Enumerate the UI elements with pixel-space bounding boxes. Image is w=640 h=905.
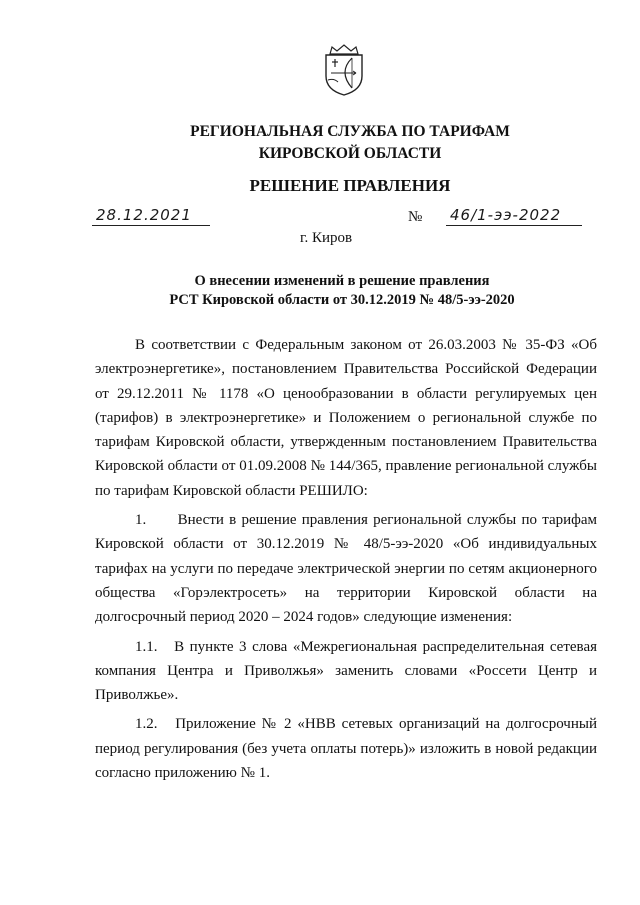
document-date: 28.12.2021 (92, 206, 210, 226)
kirov-coat-of-arms-icon (322, 44, 366, 96)
document-body (95, 333, 601, 785)
item-1-1-paragraph: 1.1. В пункте 3 слова «Межрегиональная распределительная сетевая компания Центра и Приволжья» заменить словами «Россети Центр и Приволжье». (95, 638, 601, 704)
document-number: 46/1-ээ-2022 (446, 206, 582, 226)
subject-line-1: О внесении изменений в решение правления (194, 273, 490, 289)
subject-line-2: РСТ Кировской области от 30.12.2019 № 48/5-ээ-2020 (169, 292, 515, 308)
city: г. Киров (300, 230, 353, 246)
number-label: № (408, 209, 423, 225)
preamble-paragraph: В соответствии с Федеральным законом от 26.03.2003 № 35-ФЗ «Об электроэнергетике», постановлением Правительства Российской Федерации от 29.12.2011 № 1178 «О ценообразовании в области регулируемых цен (тарифов) в электроэнергетике» и Положением о региональной службе по тарифам Кировской области, утвержденным постановлением Правительства Кировской области от 01.09.2008 № 144/365, правление региональной службы по тарифам Кировской области РЕШИЛО: (95, 337, 597, 499)
org-name-line-2: КИРОВСКОЙ ОБЛАСТИ (258, 145, 442, 162)
item-1-2-paragraph: 1.2. Приложение № 2 «НВВ сетевых организаций на долгосрочный период регулирования (без учета оплаты потерь)» изложить в новой редакции согласно приложению № 1. (95, 716, 601, 782)
document-type: РЕШЕНИЕ ПРАВЛЕНИЯ (249, 176, 451, 195)
org-name-line-1: РЕГИОНАЛЬНАЯ СЛУЖБА ПО ТАРИФАМ (190, 123, 510, 140)
item-1-paragraph: 1. Внести в решение правления региональной службы по тарифам Кировской области от 30.12.2019 № 48/5-ээ-2020 «Об индивидуальных тарифах на услуги по передаче электрической энергии по сетям акционерного общества «Горэлектросеть» на территории Кировской области на долгосрочный период 2020 – 2024 годов» следующие изменения: (95, 512, 601, 626)
